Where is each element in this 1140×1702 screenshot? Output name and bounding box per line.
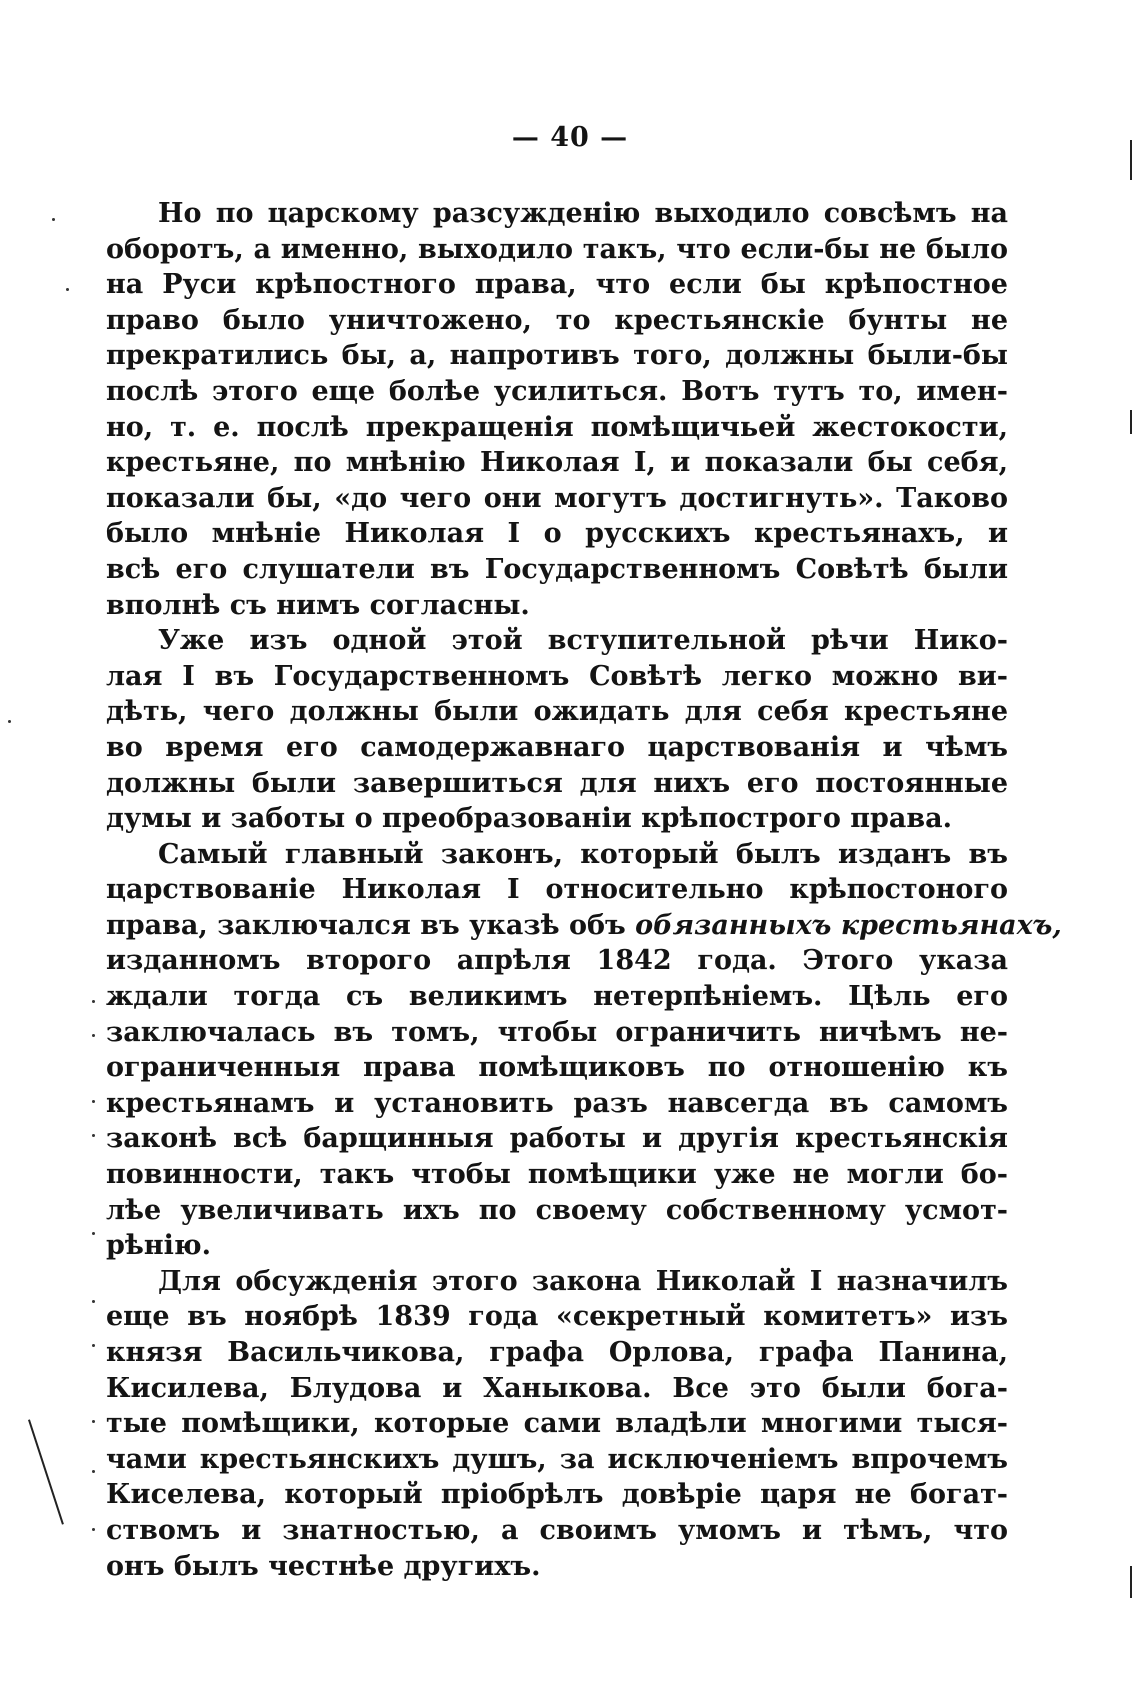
text-line (106, 659, 1008, 695)
text-line-content: ждали тогда съ великимъ нетерпѣніемъ. Цѣль его (106, 981, 1008, 1013)
text-line-content: лѣе увеличивать ихъ по своему собственному усмот- (106, 1194, 1008, 1226)
text-line-content: дѣть, чего должны были ожидать для себя крестьяне (106, 696, 1008, 728)
text-line-content: князя Васильчикова, графа Орлова, графа Панина, (106, 1337, 1008, 1368)
text-line (106, 588, 1008, 624)
text-line-content: показали бы, «до чего они могутъ достигнуть». Таково (106, 482, 1008, 514)
text-line-content: чами крестьянскихъ душъ, за исключеніемъ впрочемъ (106, 1443, 1008, 1475)
body-text (106, 196, 1062, 1584)
text-line (106, 516, 1008, 552)
text-line-content: законѣ всѣ барщинныя работы и другія крестьянскія (106, 1123, 1008, 1155)
text-line (106, 1513, 1008, 1549)
scan-artifact-mark (1130, 140, 1132, 180)
text-line (106, 801, 1008, 837)
text-line-content: оборотъ, а именно, выходило такъ, что если-бы не было (106, 233, 1008, 265)
text-line-content: ствомъ и знатностью, а своимъ умомъ и тѣмъ, что (106, 1514, 1008, 1546)
scan-artifact-dot (92, 1528, 95, 1531)
text-line-content: вполнѣ съ нимъ согласны. (106, 589, 530, 621)
text-line-content: Киселева, который пріобрѣлъ довѣріе царя не богат- (106, 1479, 1008, 1511)
text-line-content: крестьянамъ и установить разъ навсегда въ самомъ (106, 1087, 1008, 1119)
text-line-content: крестьяне, по мнѣнію Николая I, и показали бы себя, (106, 447, 1008, 479)
text-line-content: заключалась въ томъ, чтобы ограничить ничѣмъ не- (106, 1016, 1008, 1048)
text-line (106, 267, 1008, 303)
scan-artifact-mark (1130, 410, 1132, 434)
scan-artifact-dot (92, 1344, 95, 1347)
scan-artifact-dot (92, 1034, 95, 1037)
italic-phrase: обязанныхъ крестьянахъ, (635, 909, 1062, 941)
text-line-content: повинности, такъ чтобы помѣщики уже не могли бо- (106, 1159, 1008, 1191)
text-line-content: право было уничтожено, то крестьянскіе бунты не (106, 304, 1008, 336)
text-line-content: Уже изъ одной этой вступительной рѣчи Нико- (158, 625, 1008, 657)
text-line-content: думы и заботы о преобразованіи крѣпострого права. (106, 803, 953, 835)
text-line (106, 1477, 1008, 1513)
scan-artifact-dot (92, 1100, 95, 1103)
text-line-content: Для обсужденія этого закона Николай I назначилъ (158, 1265, 1008, 1297)
text-line (106, 1299, 1008, 1335)
text-line-content: лая I въ Государственномъ Совѣтѣ легко можно ви- (106, 660, 1008, 692)
text-line-content: царствованіе Николая I относительно крѣпостоного (106, 874, 1008, 906)
text-line-content: но, т. е. послѣ прекращенія помѣщичьей жестокости, (106, 411, 1008, 443)
text-line (106, 837, 1008, 873)
text-line (106, 908, 1062, 944)
text-line (106, 481, 1008, 517)
text-line (106, 1335, 1008, 1371)
scan-artifact-dot (66, 288, 69, 291)
text-line (106, 1549, 1008, 1585)
text-line (106, 730, 1008, 766)
text-line (106, 1442, 1008, 1478)
text-line (106, 552, 1008, 588)
text-line-content: рѣнію. (106, 1230, 211, 1262)
text-line-content: всѣ его слушатели въ Государственномъ Совѣтѣ были (106, 553, 1008, 585)
text-line-content: Но по царскому разсужденію выходило совсѣмъ на (158, 198, 1008, 229)
text-line (106, 1264, 1008, 1300)
scan-artifact-dot (92, 1470, 95, 1473)
text-line (106, 445, 1008, 481)
text-line (106, 410, 1008, 446)
text-line-content: онъ былъ честнѣе другихъ. (106, 1550, 541, 1582)
scan-artifact-dot (92, 1300, 95, 1303)
text-line-content: во время его самодержавнаго царствованія и чѣмъ (106, 731, 1008, 763)
text-line-content: послѣ этого еще болѣе усилиться. Вотъ тутъ то, имен- (106, 375, 1008, 407)
scan-artifact-dot (92, 1232, 95, 1235)
text-line (106, 623, 1008, 659)
text-line (106, 1406, 1008, 1442)
text-line (106, 872, 1008, 908)
scan-artifact-mark (28, 1419, 64, 1524)
text-line (106, 1121, 1008, 1157)
page-number: — 40 — (511, 122, 629, 153)
text-line (106, 338, 1008, 374)
text-line (106, 1050, 1008, 1086)
scan-artifact-dot (8, 720, 11, 723)
text-line (106, 694, 1008, 730)
text-line-content: ограниченныя права помѣщиковъ по отношенію къ (106, 1052, 1008, 1084)
text-line-content: на Руси крѣпостного права, что если бы крѣпостное (106, 269, 1008, 301)
text-line (106, 374, 1008, 410)
text-line-content: изданномъ второго апрѣля 1842 года. Этого указа (106, 945, 1008, 977)
text-line (106, 979, 1008, 1015)
text-line-content: права, заключался въ указѣ объ (106, 909, 636, 941)
text-line-content: тые помѣщики, которые сами владѣли многими тыся- (106, 1408, 1008, 1440)
scan-artifact-dot (52, 218, 55, 221)
text-line (106, 303, 1008, 339)
text-line (106, 1193, 1008, 1229)
text-line (106, 766, 1008, 802)
text-line (106, 943, 1008, 979)
scan-artifact-mark (1130, 1566, 1132, 1598)
text-line (106, 1371, 1008, 1407)
text-line-content: Кисилева, Блудова и Ханыкова. Все это были бога- (106, 1372, 1008, 1404)
text-line-content: прекратились бы, а, напротивъ того, должны были-бы (106, 340, 1008, 372)
scan-artifact-dot (92, 1000, 95, 1003)
text-line (106, 232, 1008, 268)
text-line (106, 1228, 1008, 1264)
text-line-content: было мнѣніе Николая I о русскихъ крестьянахъ, и (106, 518, 1008, 550)
text-line-content: еще въ ноябрѣ 1839 года «секретный комитетъ» изъ (106, 1301, 1008, 1333)
text-line (106, 196, 1008, 232)
scan-artifact-dot (92, 1420, 95, 1423)
text-line (106, 1015, 1008, 1051)
text-line (106, 1157, 1008, 1193)
text-line-content: должны были завершиться для нихъ его постоянные (106, 767, 1008, 799)
text-line (106, 1086, 1008, 1122)
text-line-content: Самый главный законъ, который былъ изданъ въ (158, 838, 1008, 870)
scan-artifact-dot (92, 1134, 95, 1137)
